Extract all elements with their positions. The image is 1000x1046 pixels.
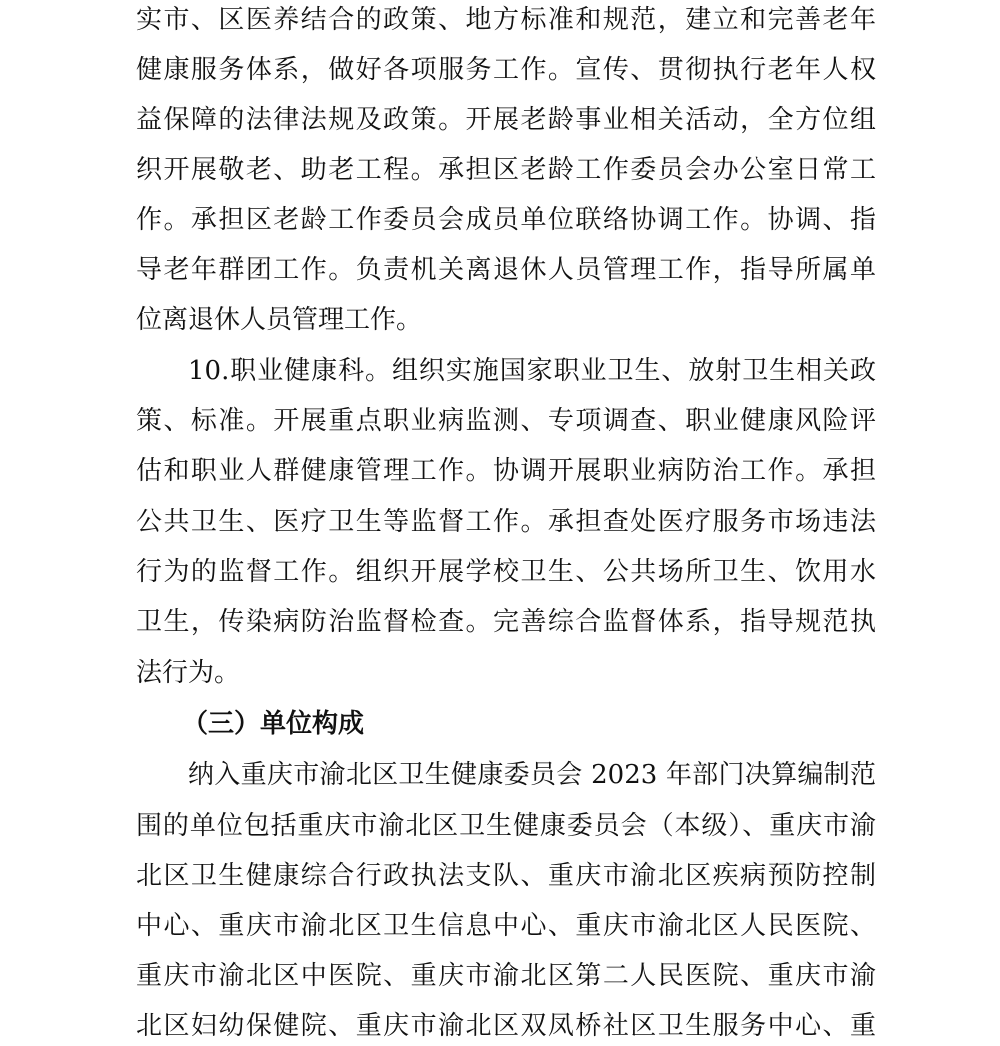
- text-line: 10.职业健康科。组织实施国家职业卫生、放射卫生相关政: [188, 356, 876, 386]
- text-line: 北区妇幼保健院、重庆市渝北区双凤桥社区卫生服务中心、重: [136, 1011, 876, 1041]
- text-line: 卫生，传染病防治监督检查。完善综合监督体系，指导规范执: [136, 607, 876, 637]
- text-line: 法行为。: [136, 658, 241, 688]
- text-line: 重庆市渝北区中医院、重庆市渝北区第二人民医院、重庆市渝: [136, 961, 876, 991]
- text-line: 作。承担区老龄工作委员会成员单位联络协调工作。协调、指: [136, 205, 876, 235]
- text-line: 益保障的法律法规及政策。开展老龄事业相关活动，全方位组: [136, 105, 876, 135]
- text-line: 围的单位包括重庆市渝北区卫生健康委员会（本级）、重庆市渝: [136, 811, 876, 841]
- text-line: 织开展敬老、助老工程。承担区老龄工作委员会办公室日常工: [136, 155, 876, 185]
- section-heading: （三）单位构成: [182, 709, 365, 739]
- text-line: 公共卫生、医疗卫生等监督工作。承担查处医疗服务市场违法: [136, 507, 876, 537]
- text-line: 估和职业人群健康管理工作。协调开展职业病防治工作。承担: [136, 456, 876, 486]
- text-line: 北区卫生健康综合行政执法支队、重庆市渝北区疾病预防控制: [136, 861, 876, 891]
- text-line: 位离退休人员管理工作。: [136, 305, 423, 335]
- text-line: 策、标准。开展重点职业病监测、专项调查、职业健康风险评: [136, 406, 876, 436]
- text-line: 行为的监督工作。组织开展学校卫生、公共场所卫生、饮用水: [136, 557, 876, 587]
- text-line: 纳入重庆市渝北区卫生健康委员会 2023 年部门决算编制范: [188, 760, 876, 790]
- text-line: 导老年群团工作。负责机关离退休人员管理工作，指导所属单: [136, 255, 876, 285]
- text-line: 中心、重庆市渝北区卫生信息中心、重庆市渝北区人民医院、: [136, 911, 876, 941]
- text-line: 实市、区医养结合的政策、地方标准和规范，建立和完善老年: [136, 5, 876, 35]
- text-line: 健康服务体系，做好各项服务工作。宣传、贯彻执行老年人权: [136, 55, 876, 85]
